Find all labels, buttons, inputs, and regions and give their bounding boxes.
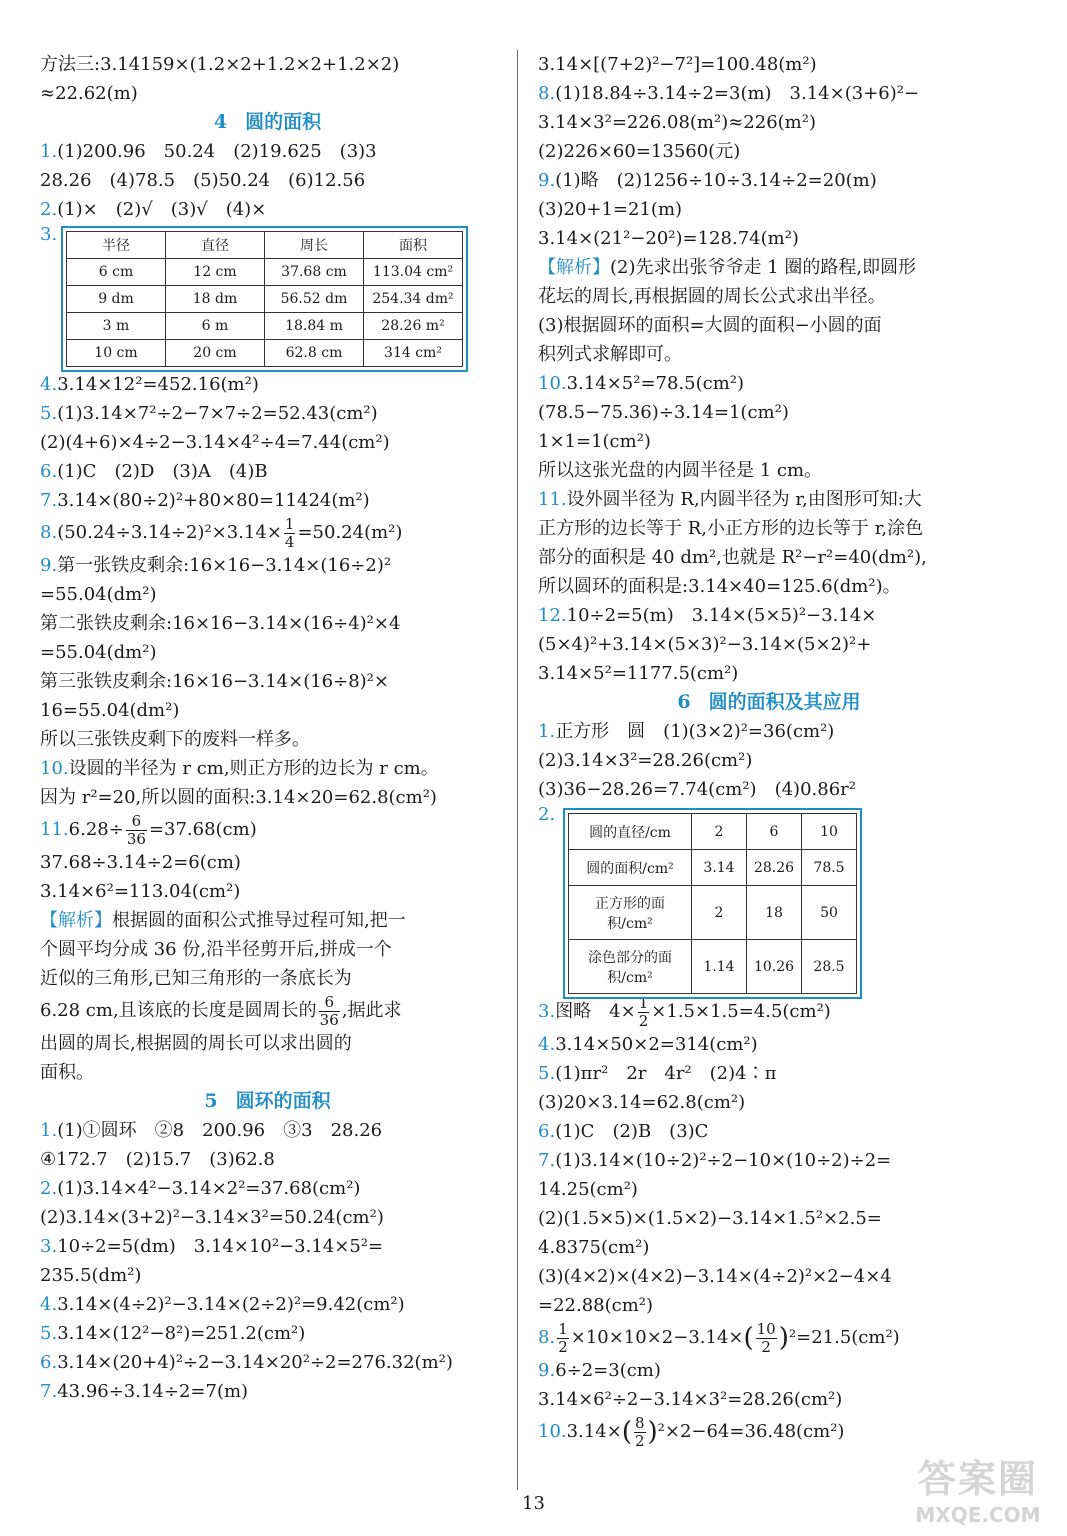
question-number: 5.	[40, 403, 58, 424]
fraction	[756, 1319, 777, 1356]
s5-q4	[40, 1290, 495, 1319]
s5-q10-line-1	[538, 369, 1000, 398]
s4-q9-line-7: 所以三张铁皮剩下的废料一样多。	[40, 729, 310, 750]
numerator: 1	[638, 993, 649, 1012]
left-column	[40, 50, 495, 1406]
answer-text: (1)πr² 2r 4r² (2)4∶π	[555, 1063, 777, 1084]
s5-analysis-line-1	[538, 253, 1000, 282]
page-number: 13	[522, 1493, 545, 1514]
s6-q7-line-6: =22.88(cm²)	[538, 1295, 654, 1316]
s5-analysis-line-2: 花坛的周长,再根据圆的周长公式求出半径。	[538, 286, 886, 307]
answer-text: 第一张铁皮剩余:16×16−3.14×(16÷2)²	[57, 555, 392, 576]
fraction	[319, 992, 340, 1029]
s6-q7-line-1	[538, 1146, 1000, 1175]
s4-q9-line-5: 第三张铁皮剩余:16×16−3.14×(16÷8)²×	[40, 671, 389, 692]
s5-q11-line-1	[538, 485, 1000, 514]
s4-q6	[40, 457, 495, 486]
s4-q1-line-2: 28.26 (4)78.5 (5)50.24 (6)12.56	[40, 170, 366, 191]
s5-q8-line-2: 3.14×3²=226.08(m²)≈226(m²)	[538, 112, 816, 133]
table-row	[67, 340, 463, 367]
s5-q10-line-4: 所以这张光盘的内圆半径是 1 cm。	[538, 460, 823, 481]
table-cell: 20 cm	[166, 340, 265, 367]
table-cell: 37.68 cm	[265, 259, 364, 286]
s6-q7-line-2: 14.25(cm²)	[538, 1179, 638, 1200]
s6-q7-line-5: (3)(4×2)×(4×2)−3.14×(4÷2)²×2−4×4	[538, 1266, 892, 1287]
answer-text: 6.28÷	[68, 819, 124, 840]
table-cell: 3.14	[692, 850, 747, 886]
table-cell: 18 dm	[166, 286, 265, 313]
answer-text: (1)C (2)B (3)C	[555, 1121, 709, 1142]
section-5-heading	[40, 1087, 495, 1116]
s5-q1-line-2: ④172.7 (2)15.7 (3)62.8	[40, 1149, 275, 1170]
numerator: 8	[634, 1413, 645, 1432]
denominator: 4	[284, 532, 295, 551]
answer-text: ×1.5×1.5=4.5(cm²)	[651, 1001, 831, 1022]
s5-q8-line-3: (2)226×60=13560(元)	[538, 141, 741, 162]
answer-text: 3.14×(20+4)²÷2−3.14×20²÷2=276.32(m²)	[57, 1352, 453, 1373]
right-paren: )	[647, 1417, 658, 1447]
s5-q3-line-1	[40, 1232, 495, 1261]
answer-text: =50.24(m²)	[297, 522, 403, 543]
s5-q9-line-2: (3)20+1=21(m)	[538, 199, 683, 220]
question-number: 7.	[40, 1381, 58, 1402]
s4-q5-line-1	[40, 399, 495, 428]
table-cell: 28.5	[802, 940, 857, 994]
question-number: 2.	[40, 199, 58, 220]
answer-text: 图略 4×	[555, 1001, 636, 1022]
question-number: 6.	[40, 461, 58, 482]
s6-q3	[538, 994, 1000, 1030]
numerator: 1	[284, 514, 295, 533]
question-number: 4.	[538, 1034, 556, 1055]
answer-text: 3.14×(80÷2)²+80×80=11424(m²)	[57, 490, 370, 511]
answer-text: 6÷2=3(cm)	[555, 1360, 661, 1381]
row-header-cell: 涂色部分的面积/cm²	[569, 940, 692, 994]
s6-q9-line-1	[538, 1356, 1000, 1385]
denominator: 2	[761, 1337, 771, 1356]
s5-q7-continued: 3.14×[(7+2)²−7²]=100.48(m²)	[538, 54, 817, 75]
right-column	[538, 50, 1000, 1450]
section-5-number: 5	[204, 1090, 218, 1112]
table-header-cell: 直径	[166, 232, 265, 259]
numerator: 1	[558, 1319, 568, 1338]
table-cell: 18.84 m	[265, 313, 364, 340]
question-number: 10.	[40, 758, 69, 779]
answer-text: (1)略 (2)1256÷10÷3.14÷2=20(m)	[555, 170, 877, 191]
table-cell: 6 cm	[67, 259, 166, 286]
answer-text: 3.14×(12²−8²)=251.2(cm²)	[57, 1323, 306, 1344]
watermark-bottom-text: MXQE.COM	[915, 1503, 1041, 1527]
answer-text: =37.68(cm)	[148, 819, 257, 840]
question-number: 9.	[538, 170, 556, 191]
s5-q12-line-3: 3.14×5²=1177.5(cm²)	[538, 663, 739, 684]
s4-q8	[40, 515, 495, 551]
s6-q1-line-2: (2)3.14×3²=28.26(cm²)	[538, 750, 753, 771]
s5-q11-line-2: 正方形的边长等于 R,小正方形的边长等于 r,涂色	[538, 518, 924, 539]
s4-analysis-line-2: 个圆平均分成 36 份,沿半径剪开后,拼成一个	[40, 939, 392, 960]
answer-text: (1)C (2)D (3)A (4)B	[57, 461, 268, 482]
question-number: 6.	[538, 1121, 556, 1142]
table-cell: 113.04 cm²	[364, 259, 463, 286]
analysis-text: 根据圆的面积公式推导过程可知,把一	[112, 910, 406, 931]
s5-q12-line-2: (5×4)²+3.14×(5×3)²−3.14×(5×2)²+	[538, 634, 872, 655]
s5-q10-line-3: 1×1=1(cm²)	[538, 431, 651, 452]
analysis-text: (2)先求出张爷爷走 1 圈的路程,即圆形	[610, 257, 917, 278]
fraction	[638, 993, 650, 1030]
s4-analysis-line-1	[40, 906, 495, 935]
row-header-cell: 圆的直径/cm	[569, 814, 692, 850]
table-cell: 6	[747, 814, 802, 850]
s4-analysis-line-6: 面积。	[40, 1062, 94, 1083]
table-row	[569, 886, 857, 940]
s6-q1-line-3: (3)36−28.26=7.74(cm²) (4)0.86r²	[538, 779, 856, 800]
table-cell: 6 m	[166, 313, 265, 340]
analysis-text: ,据此求	[341, 1000, 402, 1021]
table-cell: 254.34 dm²	[364, 286, 463, 313]
section-4-title: 圆的面积	[245, 111, 322, 133]
s4-q11-line-2: 37.68÷3.14÷2=6(cm)	[40, 852, 241, 873]
question-number: 5.	[40, 1323, 58, 1344]
s4-q5-line-2: (2)(4+6)×4÷2−3.14×4²÷4=7.44(cm²)	[40, 432, 390, 453]
s5-q8-line-1	[538, 79, 1000, 108]
question-number: 11.	[40, 819, 69, 840]
s4-q9-line-3: 第二张铁皮剩余:16×16−3.14×(16÷4)²×4	[40, 613, 401, 634]
denominator: 2	[634, 1431, 645, 1450]
answer-text: (50.24÷3.14÷2)²×3.14×	[57, 522, 282, 543]
section-6-heading	[538, 688, 1000, 717]
question-number: 2.	[40, 1178, 58, 1199]
table-row	[569, 940, 857, 994]
fraction	[126, 811, 147, 848]
intro-line-1: 方法三:3.14159×(1.2×2+1.2×2+1.2×2)	[40, 54, 400, 75]
right-paren: )	[778, 1323, 789, 1353]
s4-q10-line-2: 因为 r²=20,所以圆的面积:3.14×20=62.8(cm²)	[40, 787, 437, 808]
question-number: 7.	[40, 490, 58, 511]
s6-q8	[538, 1320, 1000, 1356]
table-cell: 28.26 m²	[364, 313, 463, 340]
denominator: 2	[638, 1011, 649, 1030]
table-row	[569, 850, 857, 886]
s5-q10-line-2: (78.5−75.36)÷3.14=1(cm²)	[538, 402, 789, 423]
table-row	[67, 286, 463, 313]
answer-text: 3.14×(4÷2)²−3.14×(2÷2)²=9.42(cm²)	[57, 1294, 405, 1315]
table-cell: 62.8 cm	[265, 340, 364, 367]
answer-text: 正方形 圆 (1)(3×2)²=36(cm²)	[555, 721, 835, 742]
question-number: 12.	[538, 605, 567, 626]
question-number: 3.	[538, 1001, 556, 1022]
analysis-tag: 【解析】	[40, 910, 112, 931]
s5-analysis-line-4: 积列式求解即可。	[538, 344, 682, 365]
s4-q9-line-1	[40, 551, 495, 580]
answer-text: ²×2−64=36.48(cm²)	[657, 1421, 845, 1442]
s6-q1-line-1	[538, 717, 1000, 746]
denominator: 36	[319, 1010, 339, 1029]
s4-analysis-line-5: 出圆的周长,根据圆的周长可以求出圆的	[40, 1033, 352, 1054]
circle-measure-table	[66, 231, 463, 367]
watermark-logo	[898, 1448, 1058, 1527]
table-cell: 2	[692, 814, 747, 850]
s5-q3-line-2: 235.5(dm²)	[40, 1265, 142, 1286]
s4-q7	[40, 486, 495, 515]
s5-q9-line-1	[538, 166, 1000, 195]
answer-text: (1)3.14×(10÷2)²÷2−10×(10÷2)÷2=	[555, 1150, 892, 1171]
answer-text: 10÷2=5(dm) 3.14×10²−3.14×5²=	[57, 1236, 384, 1257]
question-number: 10.	[538, 1421, 567, 1442]
table-cell: 10 cm	[67, 340, 166, 367]
denominator: 36	[126, 829, 146, 848]
answer-text: 设外圆半径为 R,内圆半径为 r,由图形可知:大	[566, 489, 922, 510]
table-row	[67, 259, 463, 286]
s4-q3	[40, 224, 495, 370]
s4-q9-line-2: =55.04(dm²)	[40, 584, 157, 605]
answer-text: 3.14×12²=452.16(m²)	[57, 374, 259, 395]
s6-q10	[538, 1414, 1000, 1450]
numerator: 10	[756, 1319, 776, 1338]
section-4-heading	[40, 108, 495, 137]
answer-text: 3.14×5²=78.5(cm²)	[566, 373, 745, 394]
s5-q11-line-3: 部分的面积是 40 dm²,也就是 R²−r²=40(dm²),	[538, 547, 927, 568]
s4-q9-line-4: =55.04(dm²)	[40, 642, 157, 663]
s4-q4	[40, 370, 495, 399]
s4-q2	[40, 195, 495, 224]
left-paren: (	[621, 1417, 632, 1447]
question-number: 7.	[538, 1150, 556, 1171]
shaded-area-table-frame	[563, 808, 862, 999]
intro-line-2: ≈22.62(m)	[40, 83, 138, 104]
answer-text: ×10×10×2−3.14×	[570, 1327, 744, 1348]
analysis-tag: 【解析】	[538, 257, 610, 278]
table-cell: 56.52 dm	[265, 286, 364, 313]
s4-analysis-line-4	[40, 993, 495, 1029]
s6-q9-line-2: 3.14×6²÷2−3.14×3²=28.26(cm²)	[538, 1389, 843, 1410]
table-header-row	[67, 232, 463, 259]
table-cell: 10.26	[747, 940, 802, 994]
fraction	[634, 1413, 646, 1450]
question-number: 8.	[538, 83, 556, 104]
answer-text: 10÷2=5(m) 3.14×(5×5)²−3.14×	[566, 605, 877, 626]
s4-q11-line-1	[40, 812, 495, 848]
answer-text: (1)200.96 50.24 (2)19.625 (3)3	[57, 141, 377, 162]
table-cell: 2	[692, 886, 747, 940]
answer-text: 43.96÷3.14÷2=7(m)	[57, 1381, 249, 1402]
s5-q7	[40, 1377, 495, 1406]
s5-q2-line-1	[40, 1174, 495, 1203]
column-divider	[517, 50, 518, 1490]
section-6-number: 6	[677, 691, 691, 713]
answer-text: (1)3.14×4²−3.14×2²=37.68(cm²)	[57, 1178, 361, 1199]
s4-q10-line-1	[40, 754, 495, 783]
question-number: 9.	[538, 1360, 556, 1381]
s4-q9-line-6: 16=55.04(dm²)	[40, 700, 180, 721]
question-number: 1.	[40, 1120, 58, 1141]
table-cell: 12 cm	[166, 259, 265, 286]
question-number: 10.	[538, 373, 567, 394]
answer-text: (1)①圆环 ②8 200.96 ③3 28.26	[57, 1120, 383, 1141]
answer-text: ²=21.5(cm²)	[788, 1327, 900, 1348]
s6-q4	[538, 1030, 1000, 1059]
question-number: 2.	[538, 804, 556, 825]
row-header-cell: 正方形的面积/cm²	[569, 886, 692, 940]
table-row	[67, 313, 463, 340]
section-5-title: 圆环的面积	[235, 1090, 331, 1112]
answer-text: (1)× (2)√ (3)√ (4)×	[57, 199, 267, 220]
question-number: 3.	[40, 224, 58, 245]
shaded-area-table	[568, 813, 857, 994]
table-cell: 78.5	[802, 850, 857, 886]
table-cell: 1.14	[692, 940, 747, 994]
denominator: 2	[558, 1337, 568, 1356]
s4-analysis-line-3: 近似的三角形,已知三角形的一条底长为	[40, 968, 352, 989]
answer-text: (1)18.84÷3.14÷2=3(m) 3.14×(3+6)²−	[555, 83, 920, 104]
answer-text: (1)3.14×7²÷2−7×7÷2=52.43(cm²)	[57, 403, 378, 424]
s5-analysis-line-3: (3)根据圆环的面积=大圆的面积−小圆的面	[538, 315, 882, 336]
question-number: 1.	[40, 141, 58, 162]
numerator: 6	[126, 814, 147, 831]
answer-text: 3.14×50×2=314(cm²)	[555, 1034, 758, 1055]
table-header-cell: 面积	[364, 232, 463, 259]
question-number: 4.	[40, 1294, 58, 1315]
fraction	[557, 1319, 569, 1356]
question-number: 3.	[40, 1236, 58, 1257]
table-cell: 314 cm²	[364, 340, 463, 367]
table-cell: 10	[802, 814, 857, 850]
question-number: 11.	[538, 489, 567, 510]
s6-q2	[538, 804, 1000, 994]
analysis-text: 6.28 cm,且该底的长度是圆周长的	[40, 1000, 317, 1021]
s6-q5-line-1	[538, 1059, 1000, 1088]
s6-q7-line-3: (2)(1.5×5)×(1.5×2)−3.14×1.5²×2.5=	[538, 1208, 882, 1229]
s6-q5-line-2: (3)20×3.14=62.8(cm²)	[538, 1092, 746, 1113]
table-header-cell: 周长	[265, 232, 364, 259]
s6-q7-line-4: 4.8375(cm²)	[538, 1237, 650, 1258]
s5-q11-line-4: 所以圆环的面积是:3.14×40=125.6(dm²)。	[538, 576, 901, 597]
fraction	[284, 514, 296, 551]
s5-q5	[40, 1319, 495, 1348]
table-cell: 50	[802, 886, 857, 940]
question-number: 1.	[538, 721, 556, 742]
table-row	[569, 814, 857, 850]
s5-q9-line-3: 3.14×(21²−20²)=128.74(m²)	[538, 228, 799, 249]
s4-q11-line-3: 3.14×6²=113.04(cm²)	[40, 881, 241, 902]
question-number: 9.	[40, 555, 58, 576]
numerator: 6	[319, 995, 340, 1012]
s6-q6	[538, 1117, 1000, 1146]
question-number: 4.	[40, 374, 58, 395]
table-cell: 28.26	[747, 850, 802, 886]
section-4-number: 4	[213, 111, 228, 133]
watermark-top-text: 答案圈	[917, 1457, 1038, 1501]
s5-q12-line-1	[538, 601, 1000, 630]
left-paren: (	[743, 1323, 754, 1353]
s5-q1-line-1	[40, 1116, 495, 1145]
table-header-cell: 半径	[67, 232, 166, 259]
table-cell: 9 dm	[67, 286, 166, 313]
question-number: 8.	[40, 522, 58, 543]
table-cell: 3 m	[67, 313, 166, 340]
circle-measure-table-frame	[61, 226, 468, 372]
question-number: 6.	[40, 1352, 58, 1373]
s4-q1-line-1	[40, 137, 495, 166]
table-cell: 18	[747, 886, 802, 940]
section-6-title: 圆的面积及其应用	[708, 691, 861, 713]
answer-text: 设圆的半径为 r cm,则正方形的边长为 r cm。	[68, 758, 439, 779]
row-header-cell: 圆的面积/cm²	[569, 850, 692, 886]
question-number: 5.	[538, 1063, 556, 1084]
question-number: 8.	[538, 1327, 556, 1348]
answer-text: 3.14×	[566, 1421, 622, 1442]
s5-q6	[40, 1348, 495, 1377]
s5-q2-line-2: (2)3.14×(3+2)²−3.14×3²=50.24(cm²)	[40, 1207, 384, 1228]
